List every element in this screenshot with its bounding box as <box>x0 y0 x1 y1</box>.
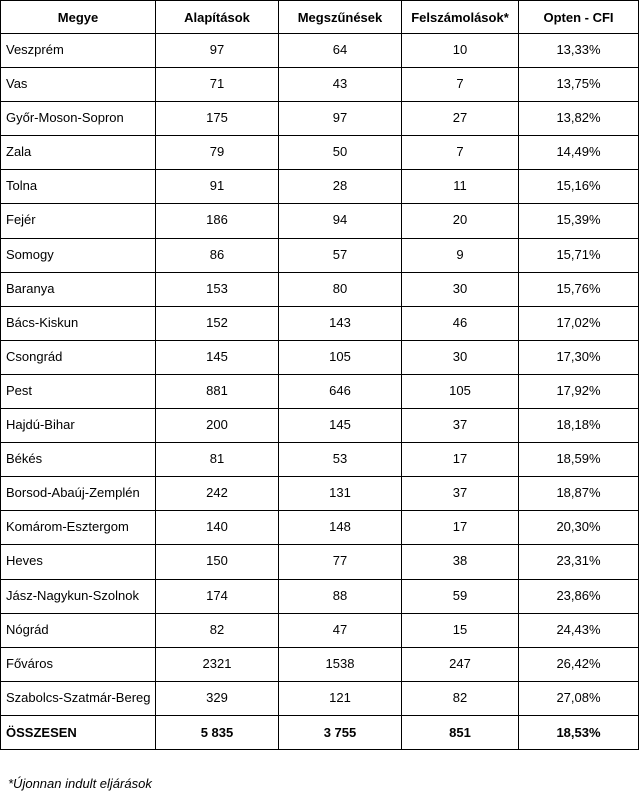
county-name: Fejér <box>1 204 156 238</box>
opten-cfi-value: 15,39% <box>519 204 639 238</box>
closures-value: 121 <box>279 681 402 715</box>
opten-cfi-value: 20,30% <box>519 511 639 545</box>
closures-value: 131 <box>279 477 402 511</box>
county-name: Hajdú-Bihar <box>1 409 156 443</box>
closures-value: 53 <box>279 443 402 477</box>
county-name: Veszprém <box>1 34 156 68</box>
closures-value: 1538 <box>279 647 402 681</box>
total-closures: 3 755 <box>279 715 402 749</box>
liquidations-value: 46 <box>402 306 519 340</box>
foundings-value: 97 <box>156 34 279 68</box>
header-row <box>1 1 639 34</box>
foundings-value: 174 <box>156 579 279 613</box>
opten-cfi-value: 15,71% <box>519 238 639 272</box>
closures-value: 50 <box>279 136 402 170</box>
footnote: *Újonnan indult eljárások <box>8 776 152 791</box>
table-row <box>1 306 639 340</box>
total-row <box>1 715 639 749</box>
total-foundings: 5 835 <box>156 715 279 749</box>
total-liquidations: 851 <box>402 715 519 749</box>
column-header-county: Megye <box>1 1 156 34</box>
liquidations-value: 27 <box>402 102 519 136</box>
table-row <box>1 545 639 579</box>
foundings-value: 82 <box>156 613 279 647</box>
liquidations-value: 15 <box>402 613 519 647</box>
county-name: Baranya <box>1 272 156 306</box>
table-row <box>1 68 639 102</box>
table-row <box>1 136 639 170</box>
closures-value: 97 <box>279 102 402 136</box>
county-name: Bács-Kiskun <box>1 306 156 340</box>
liquidations-value: 10 <box>402 34 519 68</box>
county-name: Heves <box>1 545 156 579</box>
county-name: Győr-Moson-Sopron <box>1 102 156 136</box>
closures-value: 47 <box>279 613 402 647</box>
opten-cfi-value: 15,16% <box>519 170 639 204</box>
liquidations-value: 37 <box>402 477 519 511</box>
foundings-value: 86 <box>156 238 279 272</box>
closures-value: 64 <box>279 34 402 68</box>
opten-cfi-value: 23,86% <box>519 579 639 613</box>
liquidations-value: 37 <box>402 409 519 443</box>
table-row <box>1 272 639 306</box>
foundings-value: 140 <box>156 511 279 545</box>
table-row <box>1 34 639 68</box>
foundings-value: 71 <box>156 68 279 102</box>
opten-cfi-value: 26,42% <box>519 647 639 681</box>
liquidations-value: 105 <box>402 374 519 408</box>
county-name: Főváros <box>1 647 156 681</box>
opten-cfi-value: 27,08% <box>519 681 639 715</box>
closures-value: 43 <box>279 68 402 102</box>
closures-value: 57 <box>279 238 402 272</box>
table-row <box>1 647 639 681</box>
foundings-value: 81 <box>156 443 279 477</box>
foundings-value: 2321 <box>156 647 279 681</box>
closures-value: 105 <box>279 340 402 374</box>
table-row <box>1 238 639 272</box>
foundings-value: 91 <box>156 170 279 204</box>
column-header-closures: Megszűnések <box>279 1 402 34</box>
opten-cfi-value: 13,82% <box>519 102 639 136</box>
opten-cfi-value: 18,18% <box>519 409 639 443</box>
liquidations-value: 7 <box>402 68 519 102</box>
table-row <box>1 681 639 715</box>
foundings-value: 145 <box>156 340 279 374</box>
liquidations-value: 38 <box>402 545 519 579</box>
column-header-opten-cfi: Opten - CFI <box>519 1 639 34</box>
foundings-value: 153 <box>156 272 279 306</box>
table-row <box>1 511 639 545</box>
table-row <box>1 340 639 374</box>
county-name: Békés <box>1 443 156 477</box>
liquidations-value: 17 <box>402 443 519 477</box>
liquidations-value: 11 <box>402 170 519 204</box>
table-row <box>1 409 639 443</box>
county-name: Zala <box>1 136 156 170</box>
opten-cfi-value: 17,02% <box>519 306 639 340</box>
table-row <box>1 613 639 647</box>
liquidations-value: 7 <box>402 136 519 170</box>
closures-value: 143 <box>279 306 402 340</box>
liquidations-value: 17 <box>402 511 519 545</box>
opten-cfi-value: 18,59% <box>519 443 639 477</box>
liquidations-value: 30 <box>402 272 519 306</box>
liquidations-value: 247 <box>402 647 519 681</box>
opten-cfi-value: 24,43% <box>519 613 639 647</box>
liquidations-value: 59 <box>402 579 519 613</box>
foundings-value: 150 <box>156 545 279 579</box>
county-name: Szabolcs-Szatmár-Bereg <box>1 681 156 715</box>
foundings-value: 152 <box>156 306 279 340</box>
opten-cfi-value: 13,33% <box>519 34 639 68</box>
table-row <box>1 443 639 477</box>
liquidations-value: 30 <box>402 340 519 374</box>
foundings-value: 175 <box>156 102 279 136</box>
table-row <box>1 102 639 136</box>
opten-cfi-value: 15,76% <box>519 272 639 306</box>
opten-cfi-value: 23,31% <box>519 545 639 579</box>
liquidations-value: 20 <box>402 204 519 238</box>
column-header-liquidations: Felszámolások* <box>402 1 519 34</box>
total-opten-cfi: 18,53% <box>519 715 639 749</box>
county-name: Borsod-Abaúj-Zemplén <box>1 477 156 511</box>
opten-cfi-value: 18,87% <box>519 477 639 511</box>
foundings-value: 242 <box>156 477 279 511</box>
county-name: Komárom-Esztergom <box>1 511 156 545</box>
closures-value: 646 <box>279 374 402 408</box>
county-name: Vas <box>1 68 156 102</box>
foundings-value: 200 <box>156 409 279 443</box>
table-row <box>1 204 639 238</box>
county-name: Pest <box>1 374 156 408</box>
closures-value: 28 <box>279 170 402 204</box>
county-name: Csongrád <box>1 340 156 374</box>
table-row <box>1 374 639 408</box>
table-row <box>1 477 639 511</box>
total-label: ÖSSZESEN <box>1 715 156 749</box>
foundings-value: 186 <box>156 204 279 238</box>
foundings-value: 329 <box>156 681 279 715</box>
closures-value: 88 <box>279 579 402 613</box>
foundings-value: 79 <box>156 136 279 170</box>
closures-value: 94 <box>279 204 402 238</box>
county-name: Tolna <box>1 170 156 204</box>
closures-value: 80 <box>279 272 402 306</box>
table-row <box>1 170 639 204</box>
opten-cfi-value: 14,49% <box>519 136 639 170</box>
county-name: Jász-Nagykun-Szolnok <box>1 579 156 613</box>
liquidations-value: 82 <box>402 681 519 715</box>
closures-value: 145 <box>279 409 402 443</box>
closures-value: 77 <box>279 545 402 579</box>
opten-cfi-value: 13,75% <box>519 68 639 102</box>
county-name: Somogy <box>1 238 156 272</box>
liquidations-value: 9 <box>402 238 519 272</box>
county-name: Nógrád <box>1 613 156 647</box>
opten-cfi-value: 17,92% <box>519 374 639 408</box>
foundings-value: 881 <box>156 374 279 408</box>
column-header-foundings: Alapítások <box>156 1 279 34</box>
closures-value: 148 <box>279 511 402 545</box>
table-row <box>1 579 639 613</box>
opten-cfi-value: 17,30% <box>519 340 639 374</box>
